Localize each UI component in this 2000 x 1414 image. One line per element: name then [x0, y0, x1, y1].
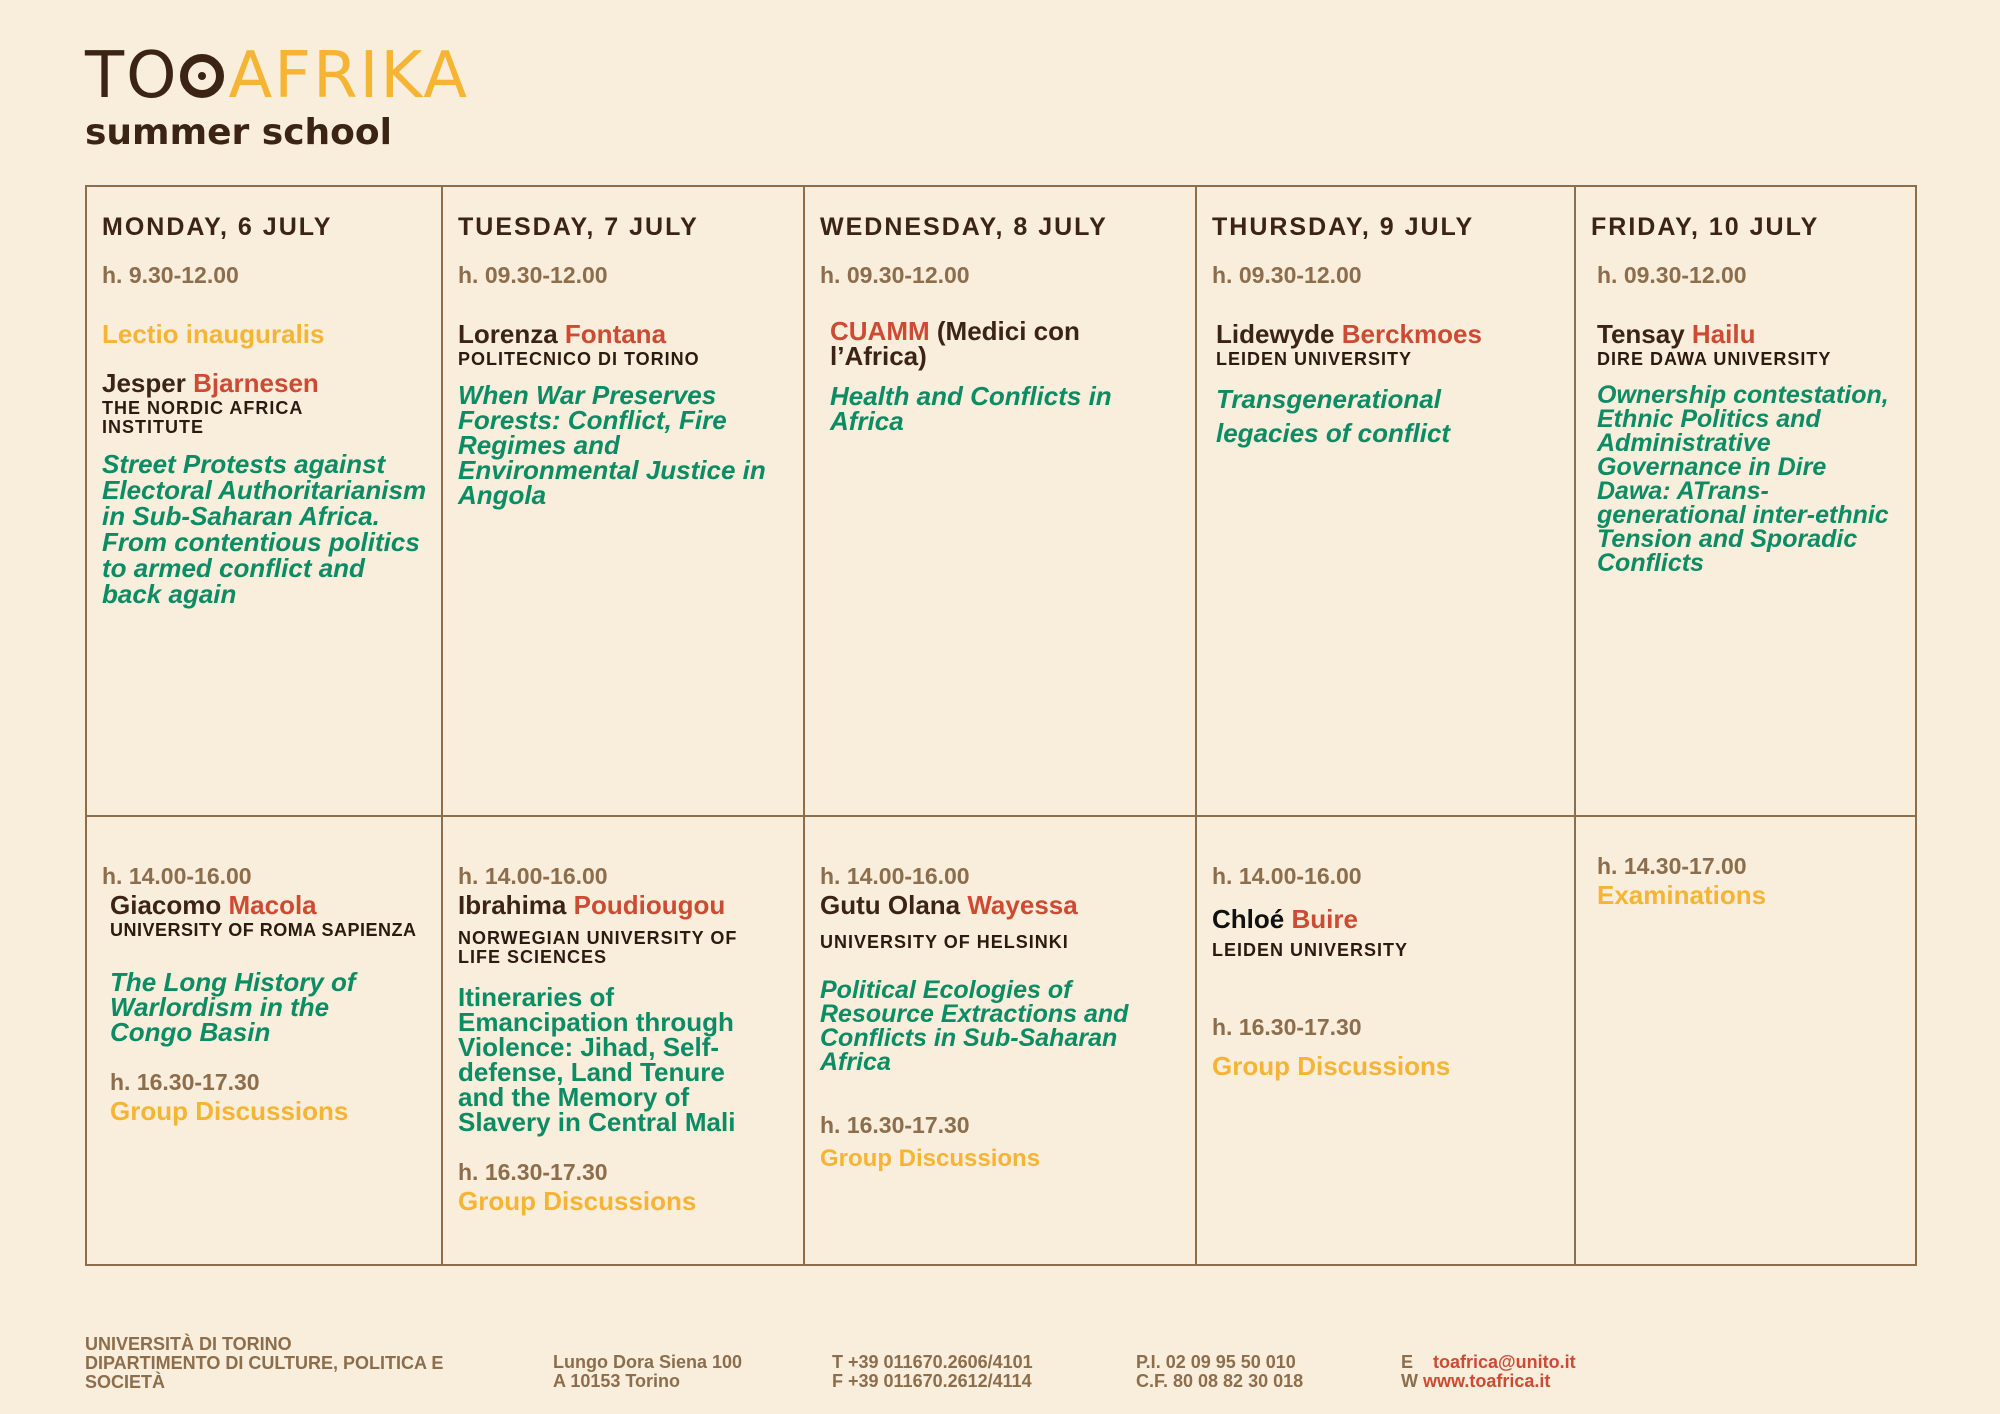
talk-title: Ownership contestation, Ethnic Politics and Administrative Governance in Dire Dawa: ATrans-generational inter-ethnic Tension and Sporadic Conflicts — [1597, 380, 1889, 577]
speaker-name — [102, 890, 427, 921]
speaker-first-name: Lidewyde — [1216, 319, 1335, 349]
speaker-institution: POLITECNICO DI TORINO — [458, 349, 700, 369]
wednesday-morning-cell — [804, 186, 1196, 816]
logo-africa-text: AFRIKA — [228, 39, 470, 113]
speaker-first-name: Lorenza — [458, 319, 558, 349]
speaker-last-name: Bjarnesen — [193, 368, 319, 398]
speaker-last-name: Poudiougou — [573, 890, 726, 920]
speaker-last-name: Wayessa — [967, 890, 1078, 920]
footer-fax: F +39 011670.2612/4114 — [832, 1370, 1032, 1391]
tuesday-morning-cell — [442, 186, 804, 816]
speaker-name — [102, 368, 427, 399]
day-header: WEDNESDAY, 8 JULY — [820, 213, 1108, 241]
tuesday-afternoon-cell — [442, 816, 804, 1265]
footer-web-prefix: W — [1401, 1370, 1418, 1391]
speaker-last-name: Macola — [228, 890, 317, 920]
speaker-institution: LEIDEN UNIVERSITY — [1216, 349, 1413, 369]
session-label-2: Group Discussions — [1212, 1050, 1451, 1081]
talk-title: When War Preserves Forests: Conflict, Fire Regimes and Environmental Justice in Angola — [458, 379, 766, 510]
footer-phone — [832, 1353, 1033, 1391]
talk-title: Itineraries of Emancipation through Violence: Jihad, Self-defense, Land Tenure and the Memory of Slavery in Central Mali — [458, 981, 736, 1137]
speaker-last-name: Buire — [1291, 904, 1358, 934]
footer-university: UNIVERSITÀ DI TORINO — [85, 1334, 292, 1354]
logo — [85, 39, 470, 153]
day-header: THURSDAY, 9 JULY — [1212, 213, 1475, 241]
speaker-first-name: Gutu Olana — [820, 890, 961, 920]
talk-title: Street Protests against Electoral Authoritarianism in Sub-Saharan Africa. From contentious politics to armed conflict and back again — [102, 448, 427, 609]
talk-title: The Long History of Warlordism in the Congo Basin — [110, 966, 356, 1047]
session-time: h. 9.30-12.00 — [102, 262, 239, 288]
logo-ring-icon — [180, 54, 224, 98]
session-label-2: Group Discussions — [820, 1144, 1041, 1172]
speaker-name — [1212, 319, 1560, 350]
footer-city: A 10153 Torino — [553, 1370, 681, 1391]
monday-morning-cell — [86, 186, 442, 816]
footer-address — [553, 1353, 742, 1391]
speaker-name — [820, 890, 1181, 921]
session-time-2: h. 16.30-17.30 — [1212, 1013, 1362, 1040]
footer-department: DIPARTIMENTO DI CULTURE, POLITICA E SOCIETÀ — [85, 1352, 444, 1392]
session-time: h. 14.00-16.00 — [102, 863, 252, 889]
friday-afternoon-cell — [1575, 816, 1916, 1265]
logo-to-text: TO — [85, 39, 179, 113]
day-header: MONDAY, 6 JULY — [102, 213, 333, 241]
morning-row — [86, 186, 1916, 816]
session-time-2: h. 16.30-17.30 — [458, 1158, 608, 1185]
speaker-first-name: Ibrahima — [458, 890, 567, 920]
day-header: TUESDAY, 7 JULY — [458, 213, 699, 241]
speaker-institution: NORWEGIAN UNIVERSITY OF LIFE SCIENCES — [458, 928, 738, 967]
session-time: h. 09.30-12.00 — [1597, 262, 1747, 288]
talk-title: Political Ecologies of Resource Extractions and Conflicts in Sub-Saharan Africa — [820, 975, 1129, 1076]
session-time: h. 09.30-12.00 — [820, 262, 970, 288]
session-time: h. 09.30-12.00 — [458, 262, 608, 288]
day-header: FRIDAY, 10 JULY — [1591, 213, 1820, 241]
speaker-name — [1591, 319, 1901, 350]
monday-afternoon-cell — [86, 816, 442, 1265]
footer-cf: C.F. 80 08 82 30 018 — [1136, 1370, 1304, 1391]
speaker-last-name: Berckmoes — [1341, 319, 1482, 349]
session-time-2: h. 16.30-17.30 — [820, 1111, 970, 1138]
thursday-afternoon-cell — [1196, 816, 1575, 1265]
wednesday-afternoon-cell — [804, 816, 1196, 1265]
organization-full-name: (Medici con l’Africa) — [830, 316, 1080, 372]
logo-wordmark — [85, 39, 470, 113]
footer-email-prefix: E — [1401, 1352, 1414, 1372]
session-time: h. 09.30-12.00 — [1212, 262, 1362, 288]
session-time: h. 14.30-17.00 — [1597, 853, 1747, 879]
session-time: h. 14.00-16.00 — [458, 863, 608, 889]
footer-telephone: T +39 011670.2606/4101 — [832, 1352, 1033, 1372]
session-time-2: h. 16.30-17.30 — [110, 1068, 260, 1095]
session-label: Examinations — [1597, 880, 1767, 910]
speaker-institution: UNIVERSITY OF HELSINKI — [820, 932, 1069, 952]
speaker-first-name: Jesper — [102, 368, 186, 398]
footer-web-link[interactable]: www.toafrica.it — [1423, 1370, 1551, 1391]
speaker-last-name: Hailu — [1691, 319, 1756, 349]
speaker-institution: UNIVERSITY OF ROMA SAPIENZA — [110, 920, 417, 940]
session-label-2: Group Discussions — [110, 1095, 349, 1126]
speaker-institution: LEIDEN UNIVERSITY — [1212, 940, 1409, 960]
talk-title: Transgenerational legacies of conflict — [1216, 383, 1451, 448]
footer-email-link[interactable]: toafrica@unito.it — [1433, 1352, 1576, 1372]
speaker-name — [458, 319, 789, 350]
speaker-institution: THE NORDIC AFRICA INSTITUTE — [102, 398, 303, 437]
footer-piva: P.I. 02 09 95 50 010 — [1136, 1352, 1296, 1372]
organization-name — [820, 316, 1181, 372]
session-label-2: Group Discussions — [458, 1185, 697, 1216]
footer-contacts — [1401, 1353, 1576, 1391]
footer-organization — [85, 1335, 505, 1392]
session-label: Lectio inauguralis — [102, 319, 325, 349]
session-time: h. 14.00-16.00 — [820, 863, 970, 889]
friday-morning-cell — [1575, 186, 1916, 816]
speaker-name — [1212, 904, 1560, 935]
thursday-morning-cell — [1196, 186, 1575, 816]
footer-tax — [1136, 1353, 1303, 1391]
logo-subtitle: summer school — [85, 112, 392, 153]
speaker-last-name: Fontana — [564, 319, 667, 349]
speaker-first-name: Giacomo — [110, 890, 222, 920]
speaker-institution: DIRE DAWA UNIVERSITY — [1597, 349, 1832, 369]
afternoon-row — [86, 816, 1916, 1265]
footer-street: Lungo Dora Siena 100 — [553, 1352, 743, 1372]
speaker-name — [458, 890, 789, 921]
organization-acronym: CUAMM — [830, 316, 930, 346]
schedule-table — [85, 185, 1917, 1266]
talk-title: Health and Conflicts in Africa — [830, 380, 1112, 436]
session-time: h. 14.00-16.00 — [1212, 863, 1362, 889]
speaker-first-name: Tensay — [1597, 319, 1685, 349]
speaker-first-name: Chloé — [1212, 904, 1285, 934]
